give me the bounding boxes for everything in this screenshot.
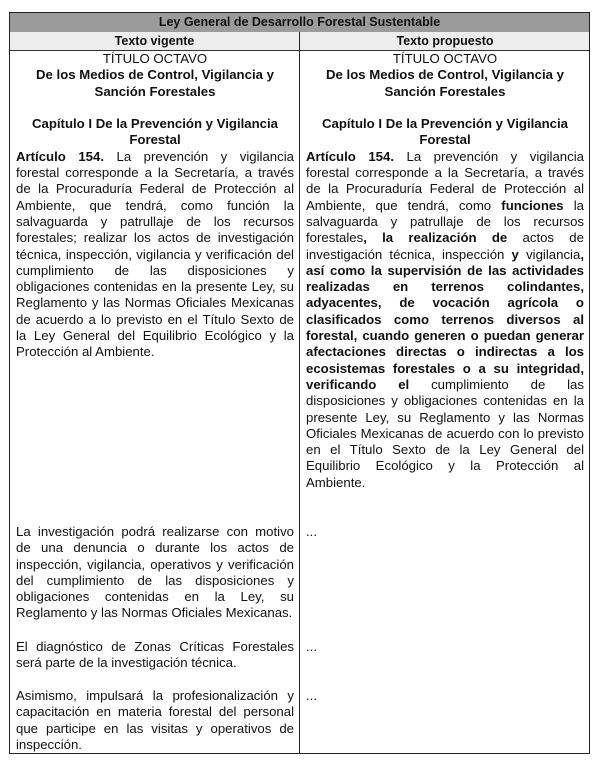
text-segment: vigilancia xyxy=(518,246,581,262)
parrafo-diagnostico-sin-cambio: ... xyxy=(306,639,317,654)
added-text: , la realización de xyxy=(363,230,508,246)
subtitulo-heading: De los Medios de Control, Vigilancia y Sanción Forestales xyxy=(36,67,274,99)
articulo-text: La prevención y vigilancia forestal corresponde a la Secretaría, a través de la Procuraduría Federal de Protección al Ambiente, que tendrá, como función la salvaguarda y patrullaje de los recursos forestales; realizar los actos de investigación técnica, inspección, vigilancia y verificación del cumplimiento de las disposiciones y obligaciones contenidas en la presente Ley, su Reglamento y las Normas Oficiales Mexicanas de acuerdo a lo previsto en el Título Sexto de la Ley General del Equilibrio Ecológico y la Protección al Ambiente. xyxy=(16,148,294,360)
capitulo-heading: Capítulo I De la Prevención y Vigilancia Forestal xyxy=(321,116,568,148)
column-header-vigente: Texto vigente xyxy=(114,34,195,48)
titulo-heading: TÍTULO OCTAVO xyxy=(102,51,208,66)
added-text: y xyxy=(511,246,519,262)
articulo-label: Artículo 154. xyxy=(16,148,104,164)
column-header-propuesto: Texto propuesto xyxy=(396,34,494,48)
parrafo-profesionalizacion: Asimismo, impulsará la profesionalización y capacitación en materia forestal del personal que participe en las visitas y operativos de inspección. xyxy=(16,688,294,752)
text-segment: la salvaguarda y patrullaje de los recursos forestales xyxy=(306,197,584,246)
capitulo-heading: Capítulo I De la Prevención y Vigilancia Forestal xyxy=(31,116,278,148)
comparison-table xyxy=(9,12,590,754)
text-segment: actos de investigación técnica, inspección xyxy=(306,230,584,262)
titulo-heading: TÍTULO OCTAVO xyxy=(392,51,498,66)
articulo-label: Artículo 154. xyxy=(306,148,394,164)
text-segment: La prevención y vigilancia forestal corresponde a la Secretaría, a través de la Procuraduría Federal de Protección al Ambiente, que tendrá, como xyxy=(306,148,584,213)
articulo-154-propuesto xyxy=(306,149,584,491)
parrafo-investigacion-sin-cambio: ... xyxy=(306,524,317,539)
parrafo-investigacion: La investigación podrá realizarse con motivo de una denuncia o durante los actos de inspección, vigilancia, operativos y verificación del cumplimiento de las disposiciones y obligaciones contenidas en la Ley, su Reglamento y las Normas Oficiales Mexicanas. xyxy=(16,524,294,621)
subtitulo-heading: De los Medios de Control, Vigilancia y Sanción Forestales xyxy=(326,67,564,99)
text-segment: cumplimiento de las disposiciones y obligaciones contenidas en la presente Ley, su Reglamento y las Normas Oficiales Mexicanas de acuerdo con lo previsto en el Título Sexto de la Ley General del Equilibrio Ecológico y la Protección al Ambiente. xyxy=(306,376,584,490)
parrafo-profesionalizacion-sin-cambio: ... xyxy=(306,688,317,703)
added-text: funciones xyxy=(501,197,564,213)
table-title: Ley General de Desarrollo Forestal Sustentable xyxy=(10,13,589,33)
parrafo-diagnostico: El diagnóstico de Zonas Críticas Forestales será parte de la investigación técnica. xyxy=(16,639,294,671)
column-divider xyxy=(299,32,300,753)
articulo-154-vigente xyxy=(16,149,294,361)
added-text: , así como la supervisión de las actividades realizadas en terrenos colindantes, adyacentes, de vocación agrícola o clasificados como terrenos diversos al forestal, cuando generen o puedan generar afectaciones directas o indirectas a los ecosistemas forestales o a su integridad, verificando el xyxy=(306,246,584,392)
